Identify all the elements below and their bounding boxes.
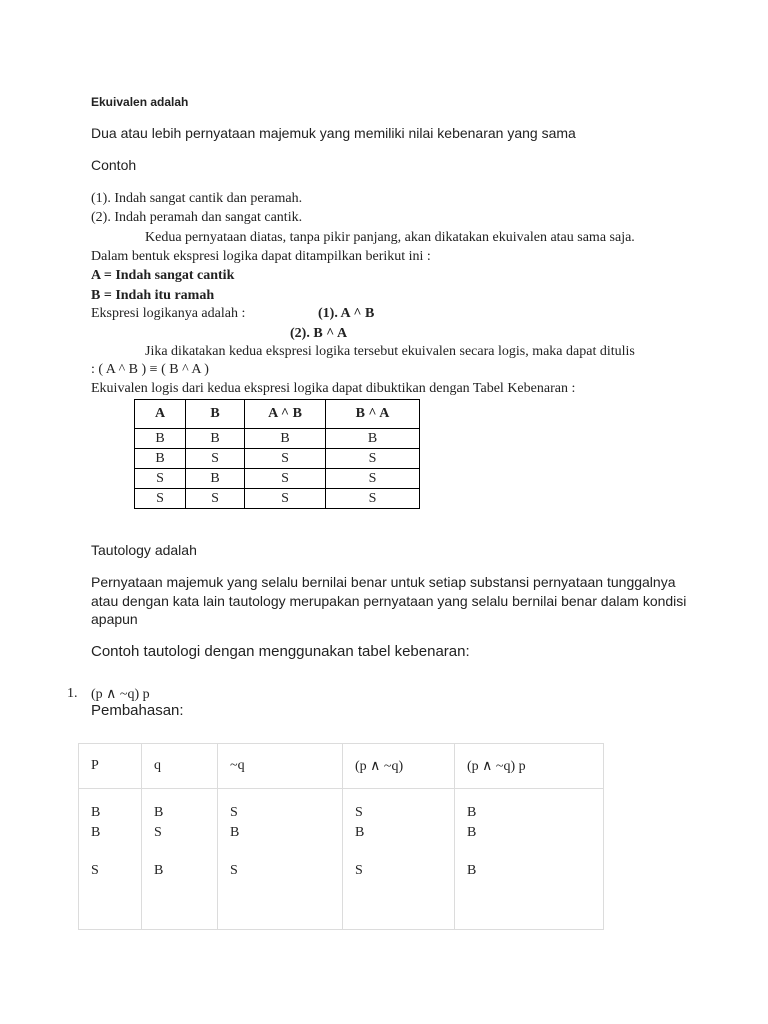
ekspresi-label: Ekspresi logikanya adalah : bbox=[91, 306, 246, 321]
cell-lines: S bbox=[230, 863, 238, 878]
tautology-definition-line-2: atau dengan kata lain tautology merupakan pernyataan yang selalu bernilai benar dalam kondisi bbox=[91, 593, 687, 609]
table-header-cell: q bbox=[142, 744, 218, 789]
table-cell: B bbox=[326, 429, 420, 449]
paragraph-4: Ekuivalen logis dari kedua ekspresi logika dapat dibuktikan dengan Tabel Kebenaran : bbox=[91, 381, 576, 396]
table-cell: S bbox=[135, 489, 186, 509]
cell-lines: B bbox=[467, 863, 477, 878]
table-header-cell: B ^ A bbox=[326, 400, 420, 429]
table-cell bbox=[455, 789, 604, 930]
table-header-cell: (p ∧ ~q) bbox=[343, 744, 455, 789]
table-cell: S bbox=[245, 489, 326, 509]
table-cell: S bbox=[326, 469, 420, 489]
cell-lines: S B bbox=[355, 805, 365, 840]
expression-2: (2). B ^ A bbox=[290, 326, 348, 341]
table-header-row bbox=[79, 744, 604, 789]
tautology-example-intro: Contoh tautologi dengan menggunakan tabel kebenaran: bbox=[91, 643, 470, 660]
list-number: 1. bbox=[67, 686, 78, 701]
ekuivalen-heading: Ekuivalen adalah bbox=[91, 95, 189, 109]
table-cell: S bbox=[326, 489, 420, 509]
table-cell: B bbox=[135, 429, 186, 449]
tautology-expression: (p ∧ ~q) p bbox=[91, 687, 150, 702]
table-cell: B bbox=[186, 429, 245, 449]
table-header-cell: P bbox=[79, 744, 142, 789]
paragraph-2: Dalam bentuk ekspresi logika dapat ditampilkan berikut ini : bbox=[91, 249, 431, 264]
table-cell: B bbox=[245, 429, 326, 449]
tautology-heading: Tautology adalah bbox=[91, 542, 197, 558]
table-cell bbox=[218, 789, 343, 930]
tautology-definition-line-3: apapun bbox=[91, 611, 138, 627]
pembahasan-label: Pembahasan: bbox=[91, 702, 184, 719]
table-cell bbox=[343, 789, 455, 930]
table-header-row bbox=[135, 400, 420, 429]
table-cell: S bbox=[186, 489, 245, 509]
table-cell: B bbox=[186, 469, 245, 489]
cell-lines: B B bbox=[467, 805, 477, 840]
tautology-truth-table bbox=[78, 743, 604, 930]
cell-lines: B bbox=[154, 863, 164, 878]
equivalence-statement: : ( A ^ B ) ≡ ( B ^ A ) bbox=[91, 362, 209, 377]
table-cell: S bbox=[326, 449, 420, 469]
table-cell bbox=[142, 789, 218, 930]
paragraph-3: Jika dikatakan kedua ekspresi logika tersebut ekuivalen secara logis, maka dapat ditulis bbox=[145, 344, 635, 359]
cell-lines: B S bbox=[154, 805, 164, 840]
table-cell: S bbox=[245, 449, 326, 469]
table-header-cell: ~q bbox=[218, 744, 343, 789]
contoh-label: Contoh bbox=[91, 157, 137, 173]
table-row bbox=[79, 789, 604, 930]
table-header-cell: B bbox=[186, 400, 245, 429]
tautology-definition-line-1: Pernyataan majemuk yang selalu bernilai benar untuk setiap substansi pernyataan tunggalnya bbox=[91, 574, 676, 590]
table-row bbox=[135, 449, 420, 469]
definition-b: B = Indah itu ramah bbox=[91, 288, 215, 303]
table-cell bbox=[79, 789, 142, 930]
table-header-cell: (p ∧ ~q) p bbox=[455, 744, 604, 789]
example-2: (2). Indah peramah dan sangat cantik. bbox=[91, 210, 303, 225]
definition-a: A = Indah sangat cantik bbox=[91, 268, 235, 283]
paragraph-1: Kedua pernyataan diatas, tanpa pikir panjang, akan dikatakan ekuivalen atau sama saja. bbox=[145, 230, 635, 245]
expression-1: (1). A ^ B bbox=[318, 306, 375, 321]
table-row bbox=[135, 469, 420, 489]
example-1: (1). Indah sangat cantik dan peramah. bbox=[91, 191, 303, 206]
table-cell: S bbox=[186, 449, 245, 469]
table-row bbox=[135, 489, 420, 509]
cell-lines: B B bbox=[91, 805, 101, 840]
cell-lines: S bbox=[91, 863, 99, 878]
table-header-cell: A ^ B bbox=[245, 400, 326, 429]
ekuivalen-definition: Dua atau lebih pernyataan majemuk yang memiliki nilai kebenaran yang sama bbox=[91, 125, 576, 141]
cell-lines: S bbox=[355, 863, 363, 878]
table-header-cell: A bbox=[135, 400, 186, 429]
table-cell: S bbox=[245, 469, 326, 489]
table-cell: B bbox=[135, 449, 186, 469]
table-row bbox=[135, 429, 420, 449]
table-cell: S bbox=[135, 469, 186, 489]
equivalence-truth-table bbox=[134, 399, 420, 509]
cell-lines: S B bbox=[230, 805, 240, 840]
